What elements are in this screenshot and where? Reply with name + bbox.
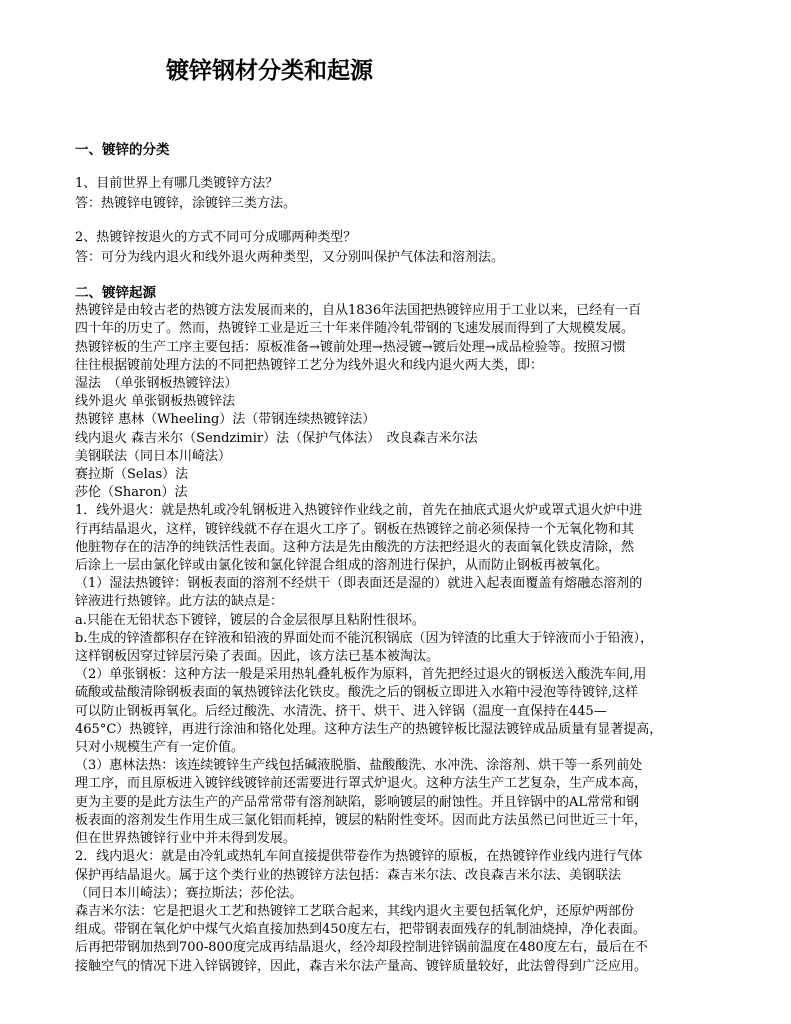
body-line: 后涂上一层由氯化锌或由氯化铵和氯化锌混合组成的溶剂进行保护，从而防止钢板再被氧化。 <box>75 558 609 574</box>
body-line: 线外退火 单张钢板热镀锌法 <box>75 394 236 410</box>
body-line: 硫酸或盐酸清除钢板表面的氧热镀锌法化铁皮。酸洗之后的钢板立即进入水箱中浸泡等待镀锌,这样 <box>75 685 639 701</box>
body-line: 森吉米尔法：它是把退火工艺和热镀锌工艺联合起来，其线内退火主要包括氧化炉，还原炉两部份 <box>75 903 635 919</box>
body-line: 465°C）热镀锌，再进行涂油和铬化处理。这种方法生产的热镀锌板比湿法镀锌成品质量有显著提高， <box>75 721 663 737</box>
answer-1: 答：热镀锌电镀锌，涂镀锌三类方法。 <box>75 196 297 211</box>
body-line: 热镀锌板的生产工序主要包括：原板准备→镀前处理→热浸镀→镀后处理→成品检验等。按照习惯 <box>75 339 626 355</box>
body-line: 往往根据镀前处理方法的不同把热镀锌工艺分为线外退火和线内退火两大类，即： <box>75 357 544 373</box>
section-origin <box>75 284 781 976</box>
body-line: 行再结晶退火，这样，镀锌线就不存在退火工序了。钢板在热镀锌之前必须保持一个无氧化物和其 <box>75 521 635 537</box>
body-line: （同日本川崎法）；赛拉斯法；莎伦法。 <box>75 885 303 901</box>
origin-body <box>75 302 781 976</box>
body-line: 美钢联法（同日本川崎法） <box>75 448 232 464</box>
body-line: 1．线外退火：就是热轧或冷轧钢板进入热镀锌作业线之前，首先在抽底式退火炉或罩式退火炉中进 <box>75 503 643 519</box>
body-line: 但在世界热镀锌行业中并未得到发展。 <box>75 831 297 847</box>
body-line: 锌液进行热镀锌。此方法的缺点是： <box>75 594 284 610</box>
question-2: 2、热镀锌按退火的方式不同可分成哪两种类型？ <box>75 230 357 245</box>
body-line: 保护再结晶退火。属于这个类行业的热镀锌方法包括：森吉米尔法、改良森吉米尔法、美钢联法 <box>75 867 622 883</box>
section-heading-origin: 二、镀锌起源 <box>75 285 156 301</box>
body-line: 2．线内退火：就是由冷轧或热轧车间直接提供带卷作为热镀锌的原板，在热镀锌作业线内进行气体 <box>75 849 643 865</box>
body-line: 可以防止钢板再氧化。后经过酸洗、水清洗、挤干、烘干、进入锌锅（温度一直保持在445— <box>75 703 607 719</box>
document-title: 镀锌钢材分类和起源 <box>166 58 373 84</box>
question-1: 1、目前世界上有哪几类镀锌方法？ <box>75 176 279 191</box>
body-line: 热镀锌是由较古老的热镀方法发展而来的，自从1836年法国把热镀锌应用于工业以来，已经有一百 <box>75 303 642 319</box>
body-line: 理工序，而且原板进入镀锌线镀锌前还需要进行罩式炉退火。这种方法生产工艺复杂，生产成本高， <box>75 776 648 792</box>
body-line: 线内退火 森吉米尔（Sendzimir）法（保护气体法） 改良森吉米尔法 <box>75 430 478 446</box>
answer-2: 答：可分为线内退火和线外退火两种类型，又分别叫保护气体法和溶剂法。 <box>75 250 505 265</box>
body-line: 后再把带钢加热到700-800度完成再结晶退火，经冷却段控制进锌锅前温度在480度左右，最后在不 <box>75 940 648 956</box>
body-line: b.生成的锌渣都积存在锌液和铅液的界面处而不能沉积锅底（因为锌渣的比重大于锌液而小于铅液）， <box>75 630 653 646</box>
body-line: （1）湿法热镀锌：钢板表面的溶剂不经烘干（即表面还是湿的）就进入起表面覆盖有熔融态溶剂的 <box>75 576 643 592</box>
body-line: 组成。带钢在氧化炉中煤气火焰直接加热到450度左右，把带钢表面残存的轧制油烧掉，净化表面。 <box>75 922 646 938</box>
body-line: 接触空气的情况下进入锌锅镀锌，因此，森吉米尔法产量高、镀锌质量较好，此法曾得到广泛应用。 <box>75 958 648 974</box>
body-line: a.只能在无铅状态下镀锌，镀层的合金层很厚且粘附性很坏。 <box>75 612 425 628</box>
body-line: 他脏物存在的洁净的纯铁活性表面。这种方法是先由酸洗的方法把经退火的表面氧化铁皮清除，然 <box>75 539 635 555</box>
body-line: 莎伦（Sharon）法 <box>75 485 188 501</box>
body-line: （2）单张钢板：这种方法一般是采用热轧叠轧板作为原料，首先把经过退火的钢板送入酸洗车间,用 <box>75 667 647 683</box>
body-line: 热镀锌 惠林（Wheeling）法（带钢连续热镀锌法） <box>75 412 376 428</box>
body-line: 四十年的历史了。然而，热镀锌工业是近三十年来伴随冷轧带钢的飞速发展而得到了大规模发展。 <box>75 321 635 337</box>
section-heading-classification: 一、镀锌的分类 <box>75 142 170 158</box>
body-line: 只对小规模生产有一定价值。 <box>75 740 245 756</box>
body-line: 赛拉斯（Selas）法 <box>75 467 189 483</box>
body-line: （3）惠林法热：该连续镀锌生产线包括碱液脱脂、盐酸酸洗、水冲洗、涂溶剂、烘干等一系列前处 <box>75 758 643 774</box>
body-line: 这样钢板因穿过锌层污染了表面。因此，该方法已基本被淘汰。 <box>75 649 440 665</box>
body-line: 湿法 （单张钢板热镀锌法） <box>75 376 238 392</box>
body-line: 更为主要的是此方法生产的产品常常带有溶剂缺陷，影响镀层的耐蚀性。并且锌锅中的AL常常和钢 <box>75 794 640 810</box>
body-line: 板表面的溶剂发生作用生成三氯化铝而耗掉，镀层的粘附性变坏。因而此方法虽然已问世近三十年， <box>75 812 648 828</box>
